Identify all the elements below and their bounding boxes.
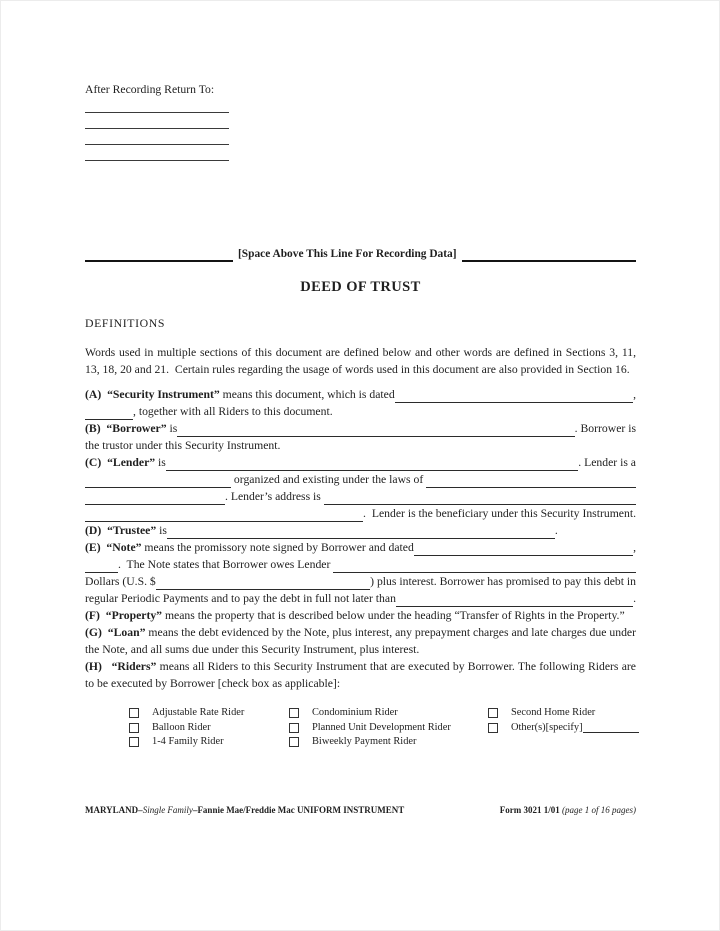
checkbox-adjustable-rate-rider[interactable] <box>129 708 139 718</box>
note-year-blank-line <box>85 559 118 573</box>
definition-a-comma: , <box>633 388 636 401</box>
definition-c-organized-text: organized and existing under the laws of <box>231 473 427 486</box>
definitions-heading: DEFINITIONS <box>85 316 165 330</box>
label-other-rider: Other(s)[specify] <box>511 721 583 733</box>
definition-e-label: (E) “Note” <box>85 541 142 554</box>
riders-checkbox-grid <box>129 706 636 750</box>
definition-b-line-2 <box>85 437 636 454</box>
return-address-blank-line <box>85 97 229 113</box>
year-blank-line <box>85 406 133 420</box>
definition-c-is: is <box>155 456 166 469</box>
definition-f-paragraph <box>85 607 636 624</box>
definition-h-label: (H) “Riders” <box>85 660 157 673</box>
definition-c-end: . Lender is a <box>578 456 636 469</box>
definition-a-continuation: , together with all Riders to this document. <box>133 405 333 418</box>
entity-type-blank-line <box>85 474 231 488</box>
checkbox-balloon-rider[interactable] <box>129 723 139 733</box>
lender-address-blank-line-2 <box>85 508 363 522</box>
definition-c-beneficiary-text: . Lender is the beneficiary under this Security Instrument. <box>363 507 636 520</box>
definitions-list <box>85 386 639 692</box>
definition-d-is: is <box>156 524 167 537</box>
borrower-name-blank-line <box>177 423 574 437</box>
return-to-label: After Recording Return To: <box>85 83 215 96</box>
banner-text: [Space Above This Line For Recording Data] <box>238 248 457 260</box>
definition-e-owes-text: . The Note states that Borrower owes Lender <box>118 558 334 571</box>
return-address-blank-line <box>85 129 229 145</box>
amount-words-blank-line <box>333 559 636 573</box>
definition-e-dollars-text: Dollars (U.S. $ <box>85 575 156 588</box>
definition-c-line-1 <box>85 454 636 471</box>
definition-b-line-1 <box>85 420 636 437</box>
page-content <box>1 83 719 816</box>
rider-option-1-4-family <box>129 735 289 750</box>
note-date-blank-line <box>414 542 633 556</box>
definition-f-text: means the property that is described below under the heading “Transfer of Rights in the Property.” <box>162 609 625 622</box>
return-address-blank-line <box>85 113 229 129</box>
footer-state: MARYLAND– <box>85 804 143 815</box>
definition-a-line-1 <box>85 386 636 403</box>
definition-b-end: . Borrower is <box>574 422 636 435</box>
definition-c-line-3 <box>85 488 636 505</box>
definition-d-line-1 <box>85 522 636 539</box>
definition-f-label: (F) “Property” <box>85 609 163 622</box>
banner-right-rule <box>462 250 636 262</box>
definition-a-text: means this document, which is dated <box>219 388 395 401</box>
footer-family-type: Single Family <box>142 804 193 815</box>
rider-option-second-home <box>488 706 636 721</box>
checkbox-other-rider[interactable] <box>488 723 498 733</box>
rider-option-biweekly-payment <box>289 735 488 750</box>
definition-e-line-4 <box>85 590 636 607</box>
rider-row-3-empty-cell <box>488 735 636 750</box>
checkbox-1-4-family-rider[interactable] <box>129 737 139 747</box>
checkbox-planned-unit-development-rider[interactable] <box>289 723 299 733</box>
return-address-blanks <box>85 97 636 161</box>
banner-left-rule <box>85 250 233 262</box>
definition-g-paragraph <box>85 624 639 658</box>
definition-h-text: means all Riders to this Security Instrument that are executed by Borrower. The following Riders are to be executed by Borrower [check box as applicable]: <box>85 660 639 690</box>
checkbox-biweekly-payment-rider[interactable] <box>289 737 299 747</box>
definition-g-text: means the debt evidenced by the Note, plus interest, any prepayment charges and late charges due under the Note, and all sums due under this Security Instrument, plus interest. <box>85 626 639 656</box>
riders-row-2 <box>129 721 636 736</box>
label-condominium-rider: Condominium Rider <box>312 707 398 718</box>
label-second-home-rider: Second Home Rider <box>511 707 596 718</box>
footer-uniform-instrument: –Fannie Mae/Freddie Mac UNIFORM INSTRUMENT <box>192 804 405 815</box>
label-balloon-rider: Balloon Rider <box>152 721 211 733</box>
definition-e-interest-text: ) plus interest. Borrower has promised to pay this debt in <box>370 575 636 588</box>
trustee-name-blank-line <box>167 525 555 539</box>
page-title: DEED OF TRUST <box>300 279 421 295</box>
definition-b-is: is <box>166 422 178 435</box>
riders-row-3 <box>129 735 636 750</box>
rider-option-balloon <box>129 721 289 736</box>
label-1-4-family-rider: 1-4 Family Rider <box>152 736 224 747</box>
recording-data-banner <box>85 247 636 262</box>
definition-h-paragraph <box>85 658 639 692</box>
footer-right <box>500 804 636 816</box>
definition-c-label: (C) “Lender” <box>85 456 156 469</box>
definition-e-period: . <box>633 592 636 605</box>
definition-g-label: (G) “Loan” <box>85 626 146 639</box>
date-blank-line <box>395 389 633 403</box>
definition-b-label: (B) “Borrower” <box>85 422 167 435</box>
definition-e-line-2 <box>85 556 636 573</box>
definition-a-line-2 <box>85 403 636 420</box>
label-planned-unit-development-rider: Planned Unit Development Rider <box>312 721 451 733</box>
laws-of-blank-line <box>426 474 636 488</box>
other-specify-blank-line <box>583 722 639 733</box>
amount-numeric-blank-line <box>156 576 370 590</box>
rider-option-planned-unit-development <box>289 721 488 736</box>
maturity-date-blank-line <box>396 593 633 607</box>
state-blank-line <box>85 491 225 505</box>
footer-form-number: Form 3021 1/01 <box>499 804 562 815</box>
definition-d-period: . <box>554 524 558 537</box>
rider-option-adjustable-rate <box>129 706 289 721</box>
footer-page-info: (page 1 of 16 pages) <box>562 804 636 815</box>
checkbox-condominium-rider[interactable] <box>289 708 299 718</box>
label-biweekly-payment-rider: Biweekly Payment Rider <box>312 736 417 747</box>
footer-left <box>85 804 404 816</box>
definition-e-line-3 <box>85 573 636 590</box>
riders-row-1 <box>129 706 636 721</box>
definition-e-line-1 <box>85 539 636 556</box>
label-adjustable-rate-rider: Adjustable Rate Rider <box>152 707 245 718</box>
form-footer <box>85 804 636 816</box>
definition-c-address-text: . Lender’s address is <box>225 490 324 503</box>
definition-e-maturity-text: regular Periodic Payments and to pay the debt in full not later than <box>85 592 396 605</box>
definition-e-comma: , <box>633 541 636 554</box>
rider-option-condominium <box>289 706 488 721</box>
lender-name-blank-line <box>166 457 578 471</box>
checkbox-second-home-rider[interactable] <box>488 708 498 718</box>
return-address-blank-line <box>85 145 229 161</box>
rider-option-other <box>488 721 639 736</box>
definition-b-continuation: the trustor under this Security Instrument. <box>85 439 281 452</box>
definition-c-line-4 <box>85 505 636 522</box>
definition-a-label: (A) “Security Instrument” <box>85 388 220 401</box>
definition-d-label: (D) “Trustee” <box>85 524 157 537</box>
definition-c-line-2 <box>85 471 636 488</box>
definitions-intro-paragraph: Words used in multiple sections of this document are defined below and other words are defined in Sections 3, 11, 13, 18, 20 and 21. Certain rules regarding the usage of words used in this document are also provided in Section 16. <box>85 346 639 376</box>
definition-e-text: means the promissory note signed by Borrower and dated <box>141 541 414 554</box>
lender-address-blank-line <box>324 491 636 505</box>
